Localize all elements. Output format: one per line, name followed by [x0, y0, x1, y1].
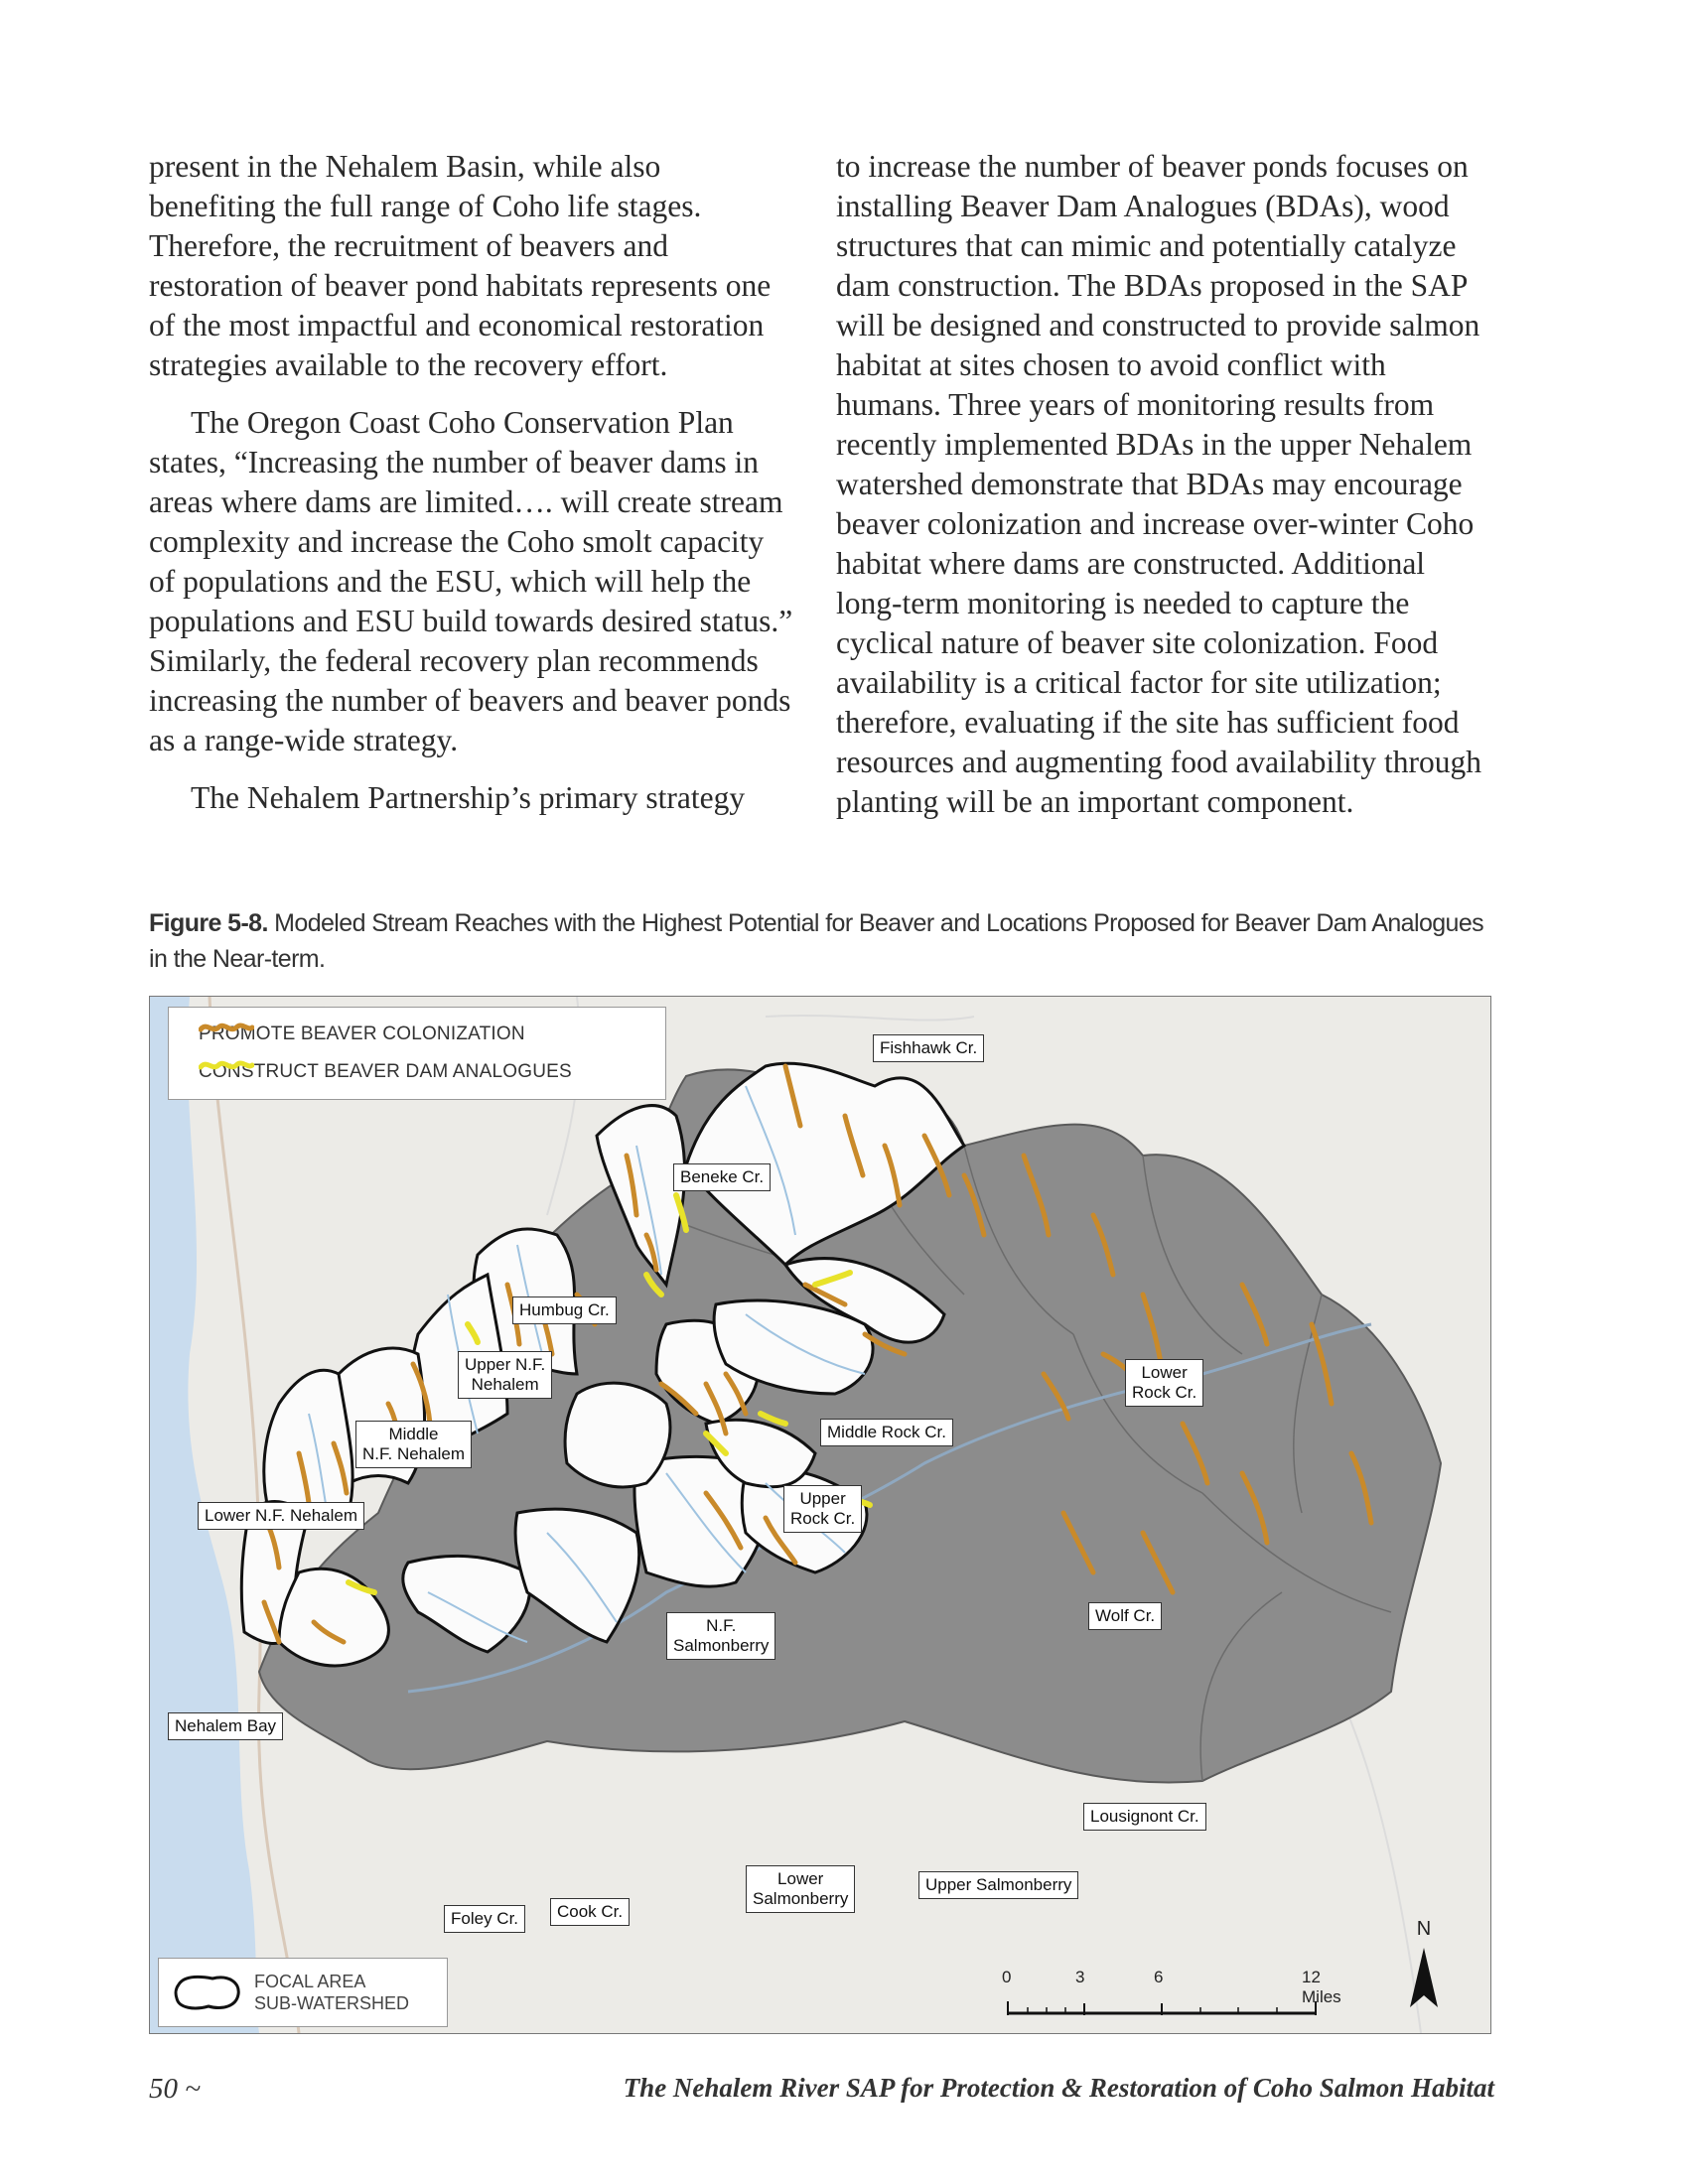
construct-swatch-icon	[199, 1057, 254, 1073]
label-upper-salmonberry: Upper Salmonberry	[918, 1871, 1078, 1899]
north-arrow	[1394, 1918, 1454, 2017]
figure-caption-text: Modeled Stream Reaches with the Highest Potential for Beaver and Locations Proposed for Beaver Dam Analogues in the Near-term.	[149, 909, 1484, 973]
label-upper-nf-nehalem: Upper N.F. Nehalem	[458, 1351, 552, 1399]
running-footer-title: The Nehalem River SAP for Protection & Restoration of Coho Salmon Habitat	[623, 2073, 1494, 2103]
left-text-column	[149, 147, 794, 818]
label-fishhawk: Fishhawk Cr.	[873, 1034, 984, 1062]
right-text-column	[836, 147, 1496, 822]
paragraph: present in the Nehalem Basin, while also benefiting the full range of Coho life stages. Therefore, the recruitment of beavers and restoration of beaver pond habitats represents one of the most impactful and economical restoration strategies available to the recovery effort.	[149, 149, 772, 382]
legend-construct-label: CONSTRUCT BEAVER DAM ANALOGUES	[199, 1061, 572, 1082]
label-cook: Cook Cr.	[550, 1898, 630, 1926]
label-upper-rock: Upper Rock Cr.	[783, 1485, 862, 1533]
map-legend	[168, 1007, 666, 1100]
north-arrow-icon	[1394, 1918, 1454, 2017]
label-lower-salmonberry: Lower Salmonberry	[746, 1865, 855, 1913]
scale-label-6: 6	[1154, 1968, 1164, 1986]
paragraph: The Nehalem Partnership’s primary strategy	[191, 780, 746, 815]
north-label: N	[1416, 1918, 1432, 1940]
label-lousignont: Lousignont Cr.	[1083, 1803, 1206, 1831]
label-nehalem-bay: Nehalem Bay	[168, 1712, 283, 1740]
scale-label-12: 12 Miles	[1302, 1968, 1341, 2006]
paragraph: to increase the number of beaver ponds focuses on installing Beaver Dam Analogues (BDAs), wood structures that can mimic and potentially catalyze dam construction. The BDAs proposed in the SAP will be designed and constructed to provide salmon habitat at sites chosen to avoid conflict with humans. Three years of monitoring results from recently implemented BDAs in the upper Nehalem watershed demonstrate that BDAs may encourage beaver colonization and increase over-winter Coho habitat where dams are constructed. Additional long-term monitoring is needed to capture the cyclical nature of beaver site colonization. Food availability is a critical factor for site utilization; therefore, evaluating if the site has sufficient food resources and augmenting food availability through planting will be an important component.	[836, 149, 1481, 819]
figure-number: Figure 5-8.	[149, 909, 268, 937]
paragraph: The Oregon Coast Coho Conservation Plan states, “Increasing the number of beaver dams in areas where dams are limited…. will create stream complexity and increase the Coho smolt capacity of populations and the ESU, which will help the populations and ESU build towards desired status.” Similarly, the federal recovery plan recommends increasing the number of beavers and beaver ponds as a range-wide strategy.	[149, 405, 793, 757]
scale-bar-graphic	[994, 1968, 1341, 2027]
nf-salmonberry-area	[565, 1383, 670, 1487]
label-wolf: Wolf Cr.	[1088, 1602, 1162, 1630]
label-middle-nf-nehalem: Middle N.F. Nehalem	[355, 1421, 472, 1468]
label-lower-nf-nehalem: Lower N.F. Nehalem	[198, 1502, 364, 1530]
scale-label-0: 0	[1002, 1968, 1012, 1986]
label-beneke: Beneke Cr.	[673, 1163, 771, 1191]
label-foley: Foley Cr.	[444, 1905, 525, 1933]
legend-promote	[199, 1020, 525, 1049]
label-humbug: Humbug Cr.	[512, 1297, 617, 1324]
figure-caption	[149, 905, 1499, 977]
legend-promote-label: PROMOTE BEAVER COLONIZATION	[199, 1024, 525, 1044]
scale-label-3: 3	[1075, 1968, 1085, 1986]
label-nf-salmonberry: N.F. Salmonberry	[666, 1612, 775, 1660]
promote-swatch-icon	[199, 1020, 254, 1035]
focal-area-label: FOCAL AREA SUB-WATERSHED	[254, 1972, 410, 2013]
map	[149, 996, 1491, 2034]
scale-bar	[994, 1968, 1341, 2027]
label-middle-rock: Middle Rock Cr.	[820, 1419, 953, 1446]
focal-area-swatch-icon	[173, 1971, 244, 2014]
focal-area-legend	[158, 1958, 448, 2027]
page-number: 50 ~	[149, 2073, 201, 2105]
legend-construct	[199, 1057, 572, 1087]
road	[766, 1016, 974, 1021]
label-lower-rock: Lower Rock Cr.	[1125, 1359, 1203, 1407]
